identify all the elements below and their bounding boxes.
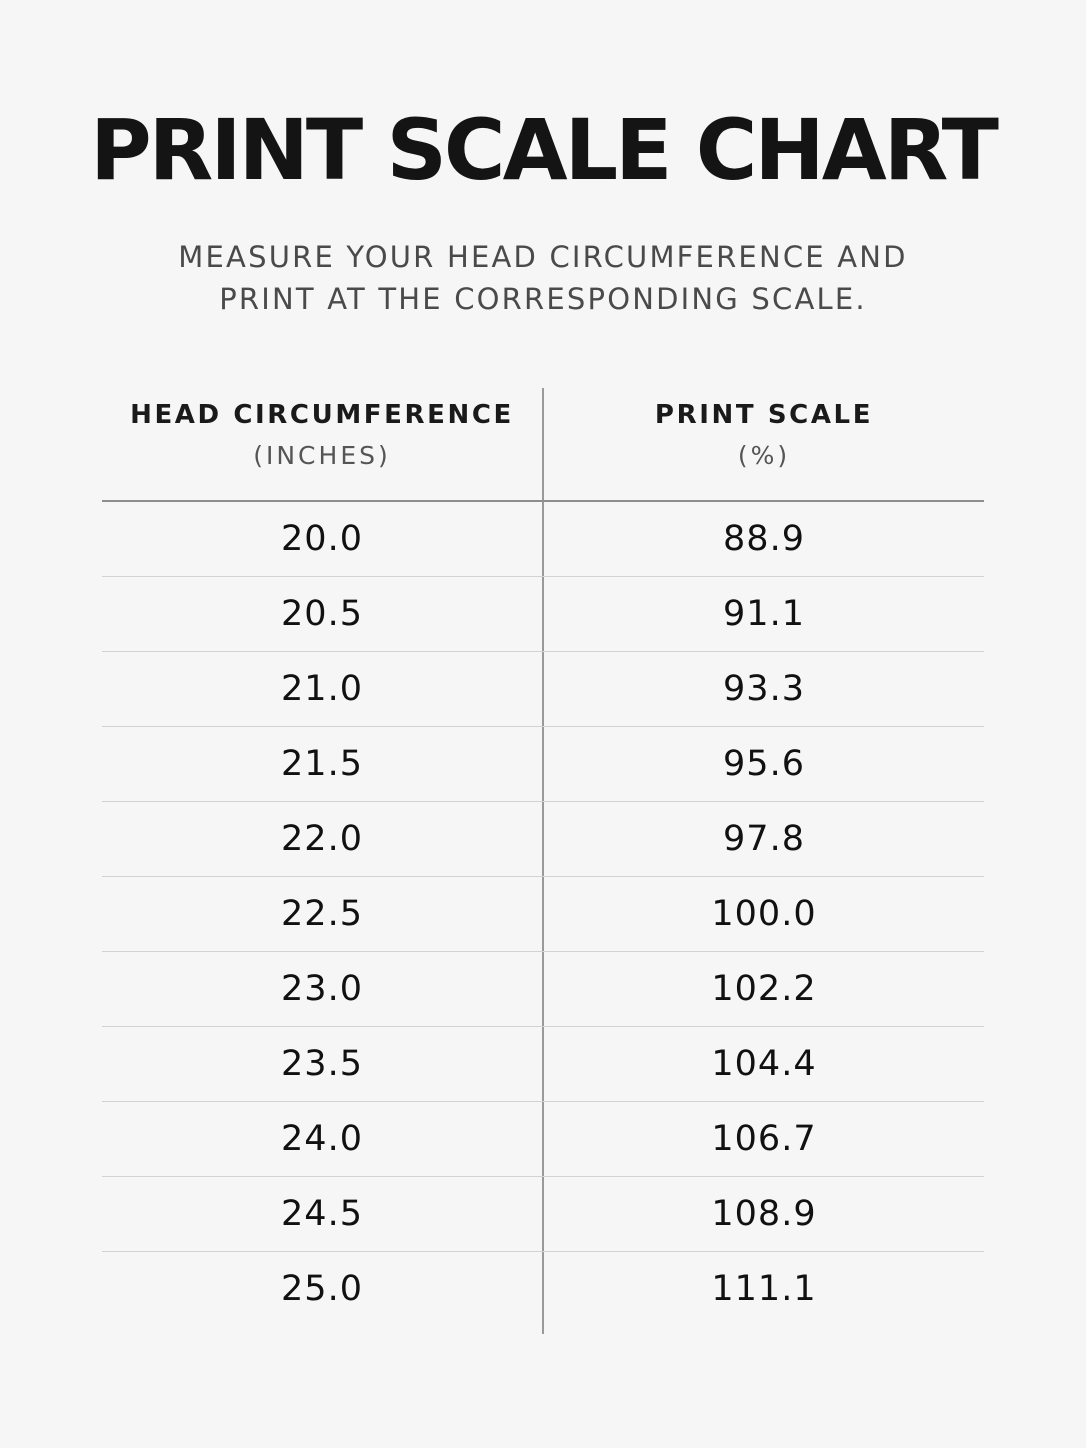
scale-cell: 91.1 — [723, 594, 805, 634]
subtitle-line-1: MEASURE YOUR HEAD CIRCUMFERENCE AND — [178, 240, 908, 274]
circumference-cell: 25.0 — [281, 1269, 363, 1309]
column-header-unit: (%) — [737, 441, 791, 470]
column-header-label: PRINT SCALE — [654, 400, 874, 430]
scale-cell: 106.7 — [711, 1119, 817, 1159]
table-row — [102, 1177, 984, 1252]
page-title: PRINT SCALE CHART — [90, 101, 996, 199]
table-body — [102, 502, 984, 1327]
column-header-label: HEAD CIRCUMFERENCE — [130, 400, 514, 430]
column-header-circumference — [102, 398, 542, 472]
column-header-scale — [544, 398, 984, 472]
circumference-cell: 23.0 — [281, 969, 363, 1009]
scale-cell: 100.0 — [711, 894, 817, 934]
scale-cell: 111.1 — [711, 1269, 817, 1309]
table-row — [102, 802, 984, 877]
scale-cell: 104.4 — [711, 1044, 817, 1084]
table-row — [102, 652, 984, 727]
table-row — [102, 877, 984, 952]
table-row — [102, 727, 984, 802]
circumference-cell: 21.5 — [281, 744, 363, 784]
scale-cell: 97.8 — [723, 819, 805, 859]
circumference-cell: 22.5 — [281, 894, 363, 934]
table-row — [102, 1252, 984, 1327]
circumference-cell: 20.0 — [281, 519, 363, 559]
scale-cell: 93.3 — [723, 669, 805, 709]
circumference-cell: 24.0 — [281, 1119, 363, 1159]
scale-cell: 108.9 — [711, 1194, 817, 1234]
circumference-cell: 21.0 — [281, 669, 363, 709]
subtitle-line-2: PRINT AT THE CORRESPONDING SCALE. — [219, 282, 867, 316]
subtitle — [0, 236, 1086, 320]
scale-cell: 102.2 — [711, 969, 817, 1009]
scale-cell: 88.9 — [723, 519, 805, 559]
circumference-cell: 23.5 — [281, 1044, 363, 1084]
circumference-cell: 24.5 — [281, 1194, 363, 1234]
circumference-cell: 22.0 — [281, 819, 363, 859]
table-row — [102, 1102, 984, 1177]
table-row — [102, 1027, 984, 1102]
scale-table — [102, 388, 984, 1334]
table-row — [102, 502, 984, 577]
table-row — [102, 952, 984, 1027]
column-header-unit: (INCHES) — [253, 441, 391, 470]
table-row — [102, 577, 984, 652]
circumference-cell: 20.5 — [281, 594, 363, 634]
scale-cell: 95.6 — [723, 744, 805, 784]
